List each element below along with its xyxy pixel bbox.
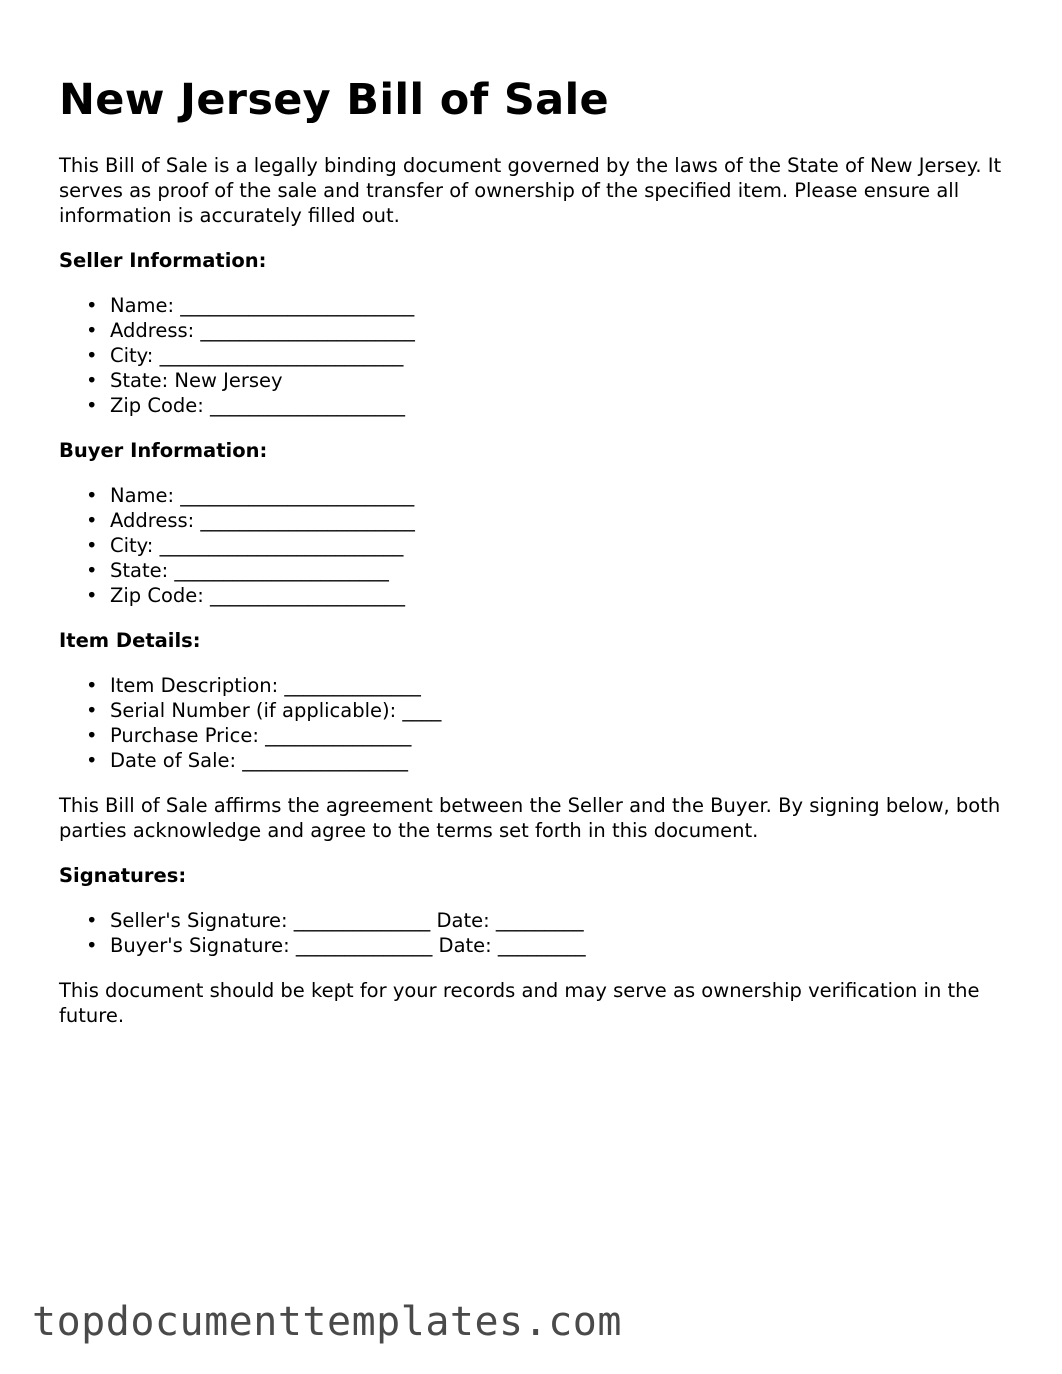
page-title: New Jersey Bill of Sale xyxy=(59,75,609,125)
buyer-heading: Buyer Information: xyxy=(59,439,268,462)
document-page xyxy=(59,70,1019,1048)
purchase-price-field: • Purchase Price: _______________ xyxy=(59,723,1019,748)
closing-paragraph: This document should be kept for your records and may serve as ownership verification in the future. xyxy=(59,979,980,1027)
buyer-list xyxy=(59,483,1019,608)
date-of-sale-field: • Date of Sale: _________________ xyxy=(59,748,1019,773)
buyer-zip-field: • Zip Code: ____________________ xyxy=(59,583,1019,608)
seller-zip-field: • Zip Code: ____________________ xyxy=(59,393,1019,418)
seller-state-field: • State: New Jersey xyxy=(59,368,1019,393)
seller-name-field: • Name: ________________________ xyxy=(59,293,1019,318)
seller-list xyxy=(59,293,1019,418)
buyer-name-field: • Name: ________________________ xyxy=(59,483,1019,508)
item-details-heading: Item Details: xyxy=(59,629,201,652)
seller-signature-line: • Seller's Signature: ______________ Date: _________ xyxy=(59,908,1019,933)
signatures-heading: Signatures: xyxy=(59,864,187,887)
seller-city-field: • City: _________________________ xyxy=(59,343,1019,368)
item-description-field: • Item Description: ______________ xyxy=(59,673,1019,698)
seller-address-field: • Address: ______________________ xyxy=(59,318,1019,343)
seller-heading: Seller Information: xyxy=(59,249,267,272)
signatures-list xyxy=(59,908,1019,958)
item-details-list xyxy=(59,673,1019,773)
serial-number-field: • Serial Number (if applicable): ____ xyxy=(59,698,1019,723)
buyer-address-field: • Address: ______________________ xyxy=(59,508,1019,533)
buyer-signature-line: • Buyer's Signature: ______________ Date: _________ xyxy=(59,933,1019,958)
watermark-text: topdocumenttemplates.com xyxy=(32,1299,622,1345)
buyer-city-field: • City: _________________________ xyxy=(59,533,1019,558)
buyer-state-field: • State: ______________________ xyxy=(59,558,1019,583)
affirmation-paragraph: This Bill of Sale affirms the agreement between the Seller and the Buyer. By signing below, both parties acknowledge and agree to the terms set forth in this document. xyxy=(59,794,1001,842)
intro-paragraph: This Bill of Sale is a legally binding document governed by the laws of the State of New Jersey. It serves as proof of the sale and transfer of ownership of the specified item. Please ensure all information is accurately filled out. xyxy=(59,154,1002,227)
